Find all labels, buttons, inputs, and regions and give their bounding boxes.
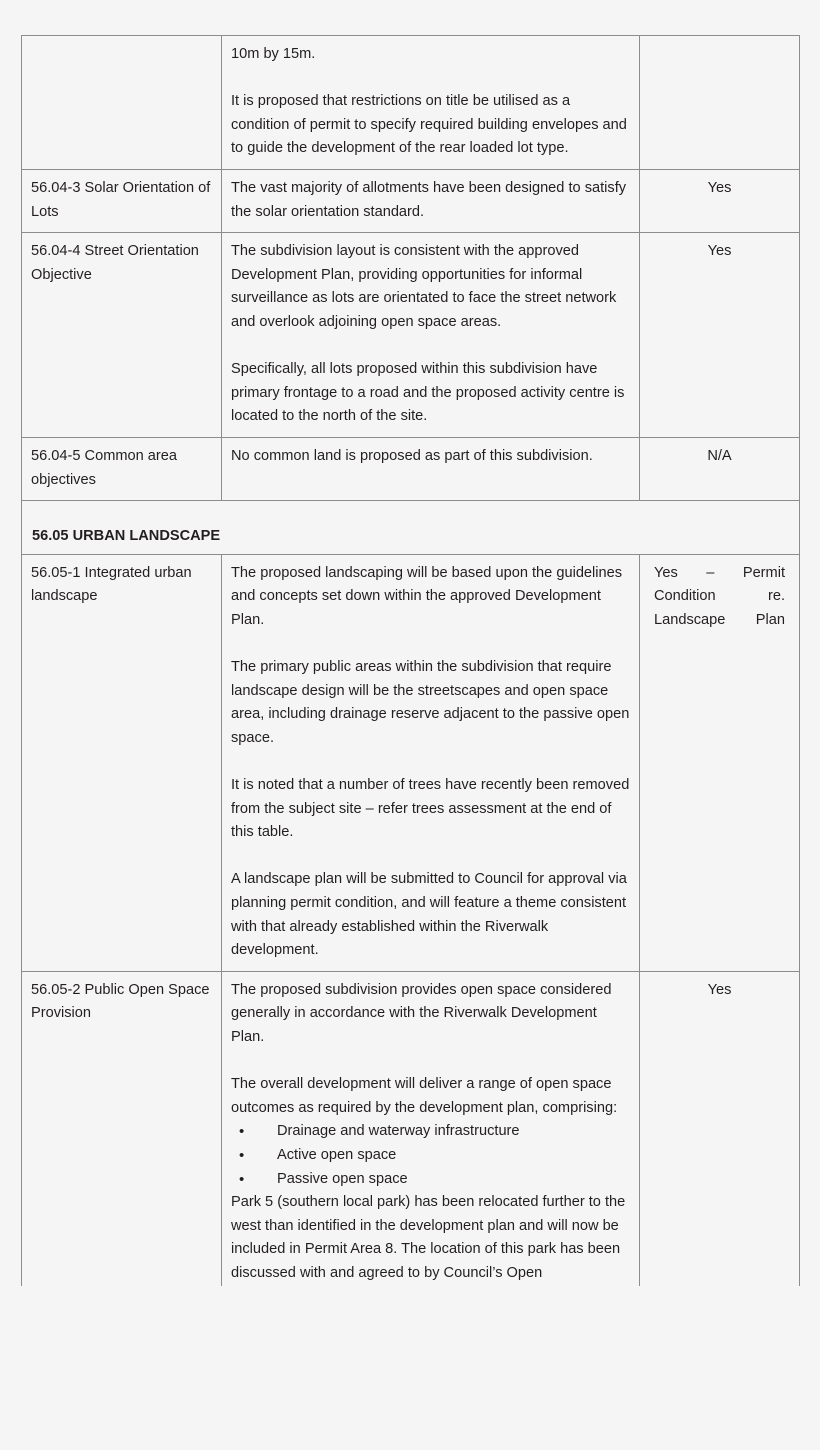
list-item: • Drainage and waterway infrastructure [231, 1120, 630, 1144]
criteria-cell [22, 233, 222, 438]
criteria-cell [22, 36, 222, 170]
planning-assessment-table [21, 35, 800, 1286]
response-paragraph: Park 5 (southern local park) has been relocated further to the west than identified in the development plan and will now be included in Permit Area 8. The location of this park has been discussed with and agreed to by Council’s Open [231, 1194, 626, 1281]
response-paragraph: The vast majority of allotments have been designed to satisfy the solar orientation standard. [231, 179, 627, 220]
list-item: • Passive open space [231, 1168, 630, 1192]
compliance-cell [640, 233, 800, 438]
open-space-bullet-list [231, 1120, 630, 1191]
compliance-cell [640, 971, 800, 1285]
response-paragraph: 10m by 15m. [231, 46, 316, 62]
compliance-value: N/A [707, 447, 732, 464]
table-row [22, 169, 800, 232]
compliance-value: Yes [707, 179, 732, 196]
criteria-label: 56.05-1 Integrated urban landscape [31, 564, 192, 605]
response-cell [222, 971, 640, 1285]
criteria-label: 56.04-3 Solar Orientation of Lots [31, 179, 211, 220]
compliance-value: Yes – Permit Condition re. Landscape Plan [654, 564, 785, 628]
section-header-title: 56.05 URBAN LANDSCAPE [22, 501, 800, 555]
response-paragraph: It is noted that a number of trees have recently been removed from the subject site – refer trees assessment at the end of this table. [231, 777, 630, 841]
response-paragraph: The subdivision layout is consistent with the approved Development Plan, providing opportunities for informal surveillance as lots are orientated to face the street network and overlook adjoining open space areas. [231, 243, 617, 330]
criteria-label: 56.04-4 Street Orientation Objective [31, 243, 199, 283]
table-row [22, 971, 800, 1285]
criteria-label: 56.04-5 Common area objectives [31, 447, 178, 488]
response-paragraph: It is proposed that restrictions on title be utilised as a condition of permit to specify required building envelopes and to guide the development of the rear loaded lot type. [231, 93, 627, 157]
response-paragraph: Specifically, all lots proposed within this subdivision have primary frontage to a road and the proposed activity centre is located to the north of the site. [231, 361, 625, 425]
compliance-cell [640, 36, 800, 170]
response-paragraph: No common land is proposed as part of this subdivision. [231, 447, 593, 464]
response-cell [222, 554, 640, 971]
criteria-label: 56.05-2 Public Open Space Provision [31, 981, 210, 1022]
response-paragraph: The overall development will deliver a range of open space outcomes as required by the development plan, comprising: [231, 1076, 618, 1116]
response-cell [222, 169, 640, 232]
list-item: • Active open space [231, 1144, 630, 1168]
section-header-row [22, 501, 800, 555]
response-paragraph: A landscape plan will be submitted to Council for approval via planning permit condition, and will feature a theme consistent with that already established within the Riverwalk development. [231, 871, 627, 959]
response-paragraph: The primary public areas within the subdivision that require landscape design will be the streetscapes and open space area, including drainage reserve adjacent to the passive open space. [231, 659, 630, 746]
response-cell [222, 437, 640, 500]
table-row [22, 36, 800, 170]
criteria-cell [22, 169, 222, 232]
response-paragraph: The proposed landscaping will be based upon the guidelines and concepts set down within the approved Development Plan. [231, 564, 623, 628]
compliance-cell [640, 437, 800, 500]
criteria-cell [22, 437, 222, 500]
page-bottom-margin [0, 1407, 820, 1450]
table-row [22, 554, 800, 971]
response-cell [222, 233, 640, 438]
response-cell [222, 36, 640, 170]
criteria-cell [22, 554, 222, 971]
compliance-cell [640, 554, 800, 971]
criteria-cell [22, 971, 222, 1285]
table-row [22, 437, 800, 500]
table-row [22, 233, 800, 438]
compliance-cell [640, 169, 800, 232]
compliance-value: Yes [707, 243, 732, 260]
compliance-value: Yes [707, 981, 732, 998]
response-paragraph: The proposed subdivision provides open space considered generally in accordance with the Riverwalk Development Plan. [231, 981, 612, 1045]
